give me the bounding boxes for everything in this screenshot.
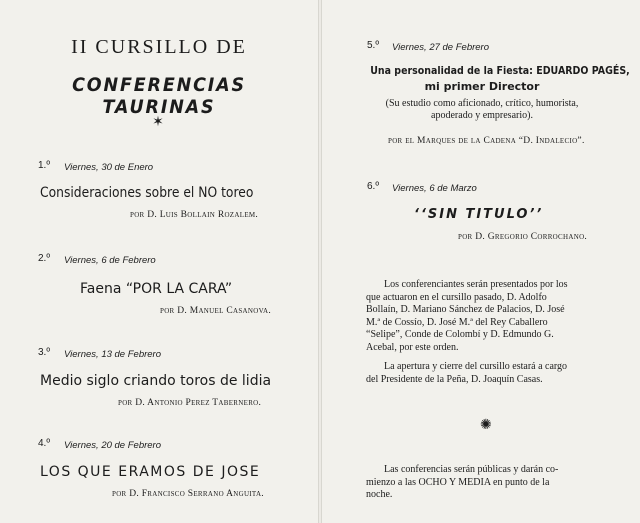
lecture-4-number: 4.º xyxy=(38,438,50,449)
lecture-1-date: Viernes, 30 de Enero xyxy=(64,162,154,173)
title-line-1: II CURSILLO DE xyxy=(71,36,247,58)
lecture-6-number: 6.º xyxy=(367,181,379,192)
lecture-1-topic: Consideraciones sobre el NO toreo xyxy=(40,185,254,201)
presenters-line-2: que actuaron en el cursillo pasado, D. Adolfo xyxy=(366,291,547,303)
presenters-line-1: Los conferenciantes serán presentados por los xyxy=(384,279,568,290)
presenters-line-3: Bollaín, D. Mariano Sánchez de Palacios, D. José xyxy=(366,304,565,315)
lecture-4-speaker: por D. Francisco Serrano Anguita. xyxy=(112,489,264,499)
left-page xyxy=(0,0,318,523)
lecture-3-topic: Medio siglo criando toros de lidia xyxy=(40,373,272,389)
lecture-5-number: 5.º xyxy=(367,40,379,51)
public-paragraph xyxy=(366,464,612,502)
opening-paragraph xyxy=(366,361,612,386)
presenters-line-5: “Selipe”, Conde de Colombí y D. Edmundo G. xyxy=(366,329,554,340)
lecture-6-topic: ‘‘SIN TITULO’’ xyxy=(414,207,544,222)
presenters-line-4: M.ª de Cossío, D. José M.ª del Rey Caballero xyxy=(366,316,548,328)
lecture-5-topic-line-2: mi primer Director xyxy=(424,80,540,93)
lecture-3-speaker: por D. Antonio Perez Tabernero. xyxy=(118,398,262,408)
lecture-2-number: 2.º xyxy=(38,253,50,264)
lecture-2-speaker: por D. Manuel Casanova. xyxy=(160,306,272,316)
lecture-5-speaker: por el Marques de la Cadena “D. Indalecio”. xyxy=(388,136,585,146)
lecture-5-note-line-1: (Su estudio como aficionado, crítico, humorista, xyxy=(385,98,579,109)
title-line-2: CONFERENCIAS TAURINAS xyxy=(72,74,246,118)
lecture-6-speaker: por D. Gregorio Corrochano. xyxy=(458,232,588,242)
public-line-1: Las conferencias serán públicas y darán co- xyxy=(384,464,559,475)
public-line-3: noche. xyxy=(366,489,393,500)
lecture-5-topic-line-1: Una personalidad de la Fiesta: EDUARDO PAGÉS, xyxy=(370,64,630,77)
lecture-3-number: 3.º xyxy=(38,347,50,358)
lecture-6-date: Viernes, 6 de Marzo xyxy=(392,183,477,194)
opening-line-1: La apertura y cierre del cursillo estará a cargo xyxy=(384,361,568,372)
lecture-2-date: Viernes, 6 de Febrero xyxy=(64,255,156,266)
lecture-4-topic: LOS QUE ERAMOS DE JOSE xyxy=(40,464,261,480)
lecture-5-topic-block xyxy=(352,64,630,121)
public-line-2: mienzo a las OCHO Y MEDIA en punto de la xyxy=(366,476,550,488)
right-page xyxy=(322,0,640,523)
presenters-paragraph xyxy=(366,279,612,354)
lecture-5-note-line-2: apoderado y empresario). xyxy=(431,110,533,121)
lecture-5-date: Viernes, 27 de Febrero xyxy=(392,42,489,53)
star-icon: ✶ xyxy=(152,115,164,130)
lecture-4-date: Viernes, 20 de Febrero xyxy=(64,440,161,451)
presenters-line-6: Acebal, por este orden. xyxy=(366,341,459,353)
opening-line-2: del Presidente de la Peña, D. Joaquín Casas. xyxy=(366,373,543,385)
ornament-icon: ✺ xyxy=(480,418,492,433)
lecture-1-number: 1.º xyxy=(38,160,50,171)
lecture-3-date: Viernes, 13 de Febrero xyxy=(64,349,161,360)
lecture-1-speaker: por D. Luis Bollain Rozalem. xyxy=(130,210,259,220)
lecture-2-topic: Faena “POR LA CARA” xyxy=(80,281,233,297)
